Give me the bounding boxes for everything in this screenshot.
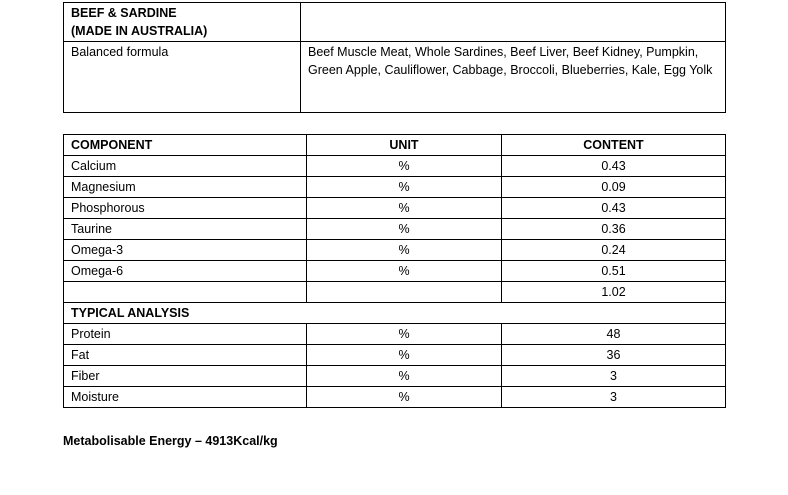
formula-label: Balanced formula [64,42,301,113]
table-row [64,240,726,261]
component-unit: % [307,261,502,282]
analysis-name: Fat [64,345,307,366]
analysis-unit: % [307,387,502,408]
component-name: Magnesium [64,177,307,198]
component-header-row [64,135,726,156]
table-row [64,219,726,240]
component-content: 0.43 [502,198,726,219]
unit-header: UNIT [307,135,502,156]
table-row [64,198,726,219]
component-content: 0.43 [502,156,726,177]
component-name: Omega-3 [64,240,307,261]
typical-analysis-title: TYPICAL ANALYSIS [64,303,726,324]
component-name: Phosphorous [64,198,307,219]
analysis-content: 3 [502,387,726,408]
analysis-unit: % [307,345,502,366]
typical-analysis-header-row [64,303,726,324]
analysis-name: Moisture [64,387,307,408]
component-table [63,134,726,408]
component-name: Omega-6 [64,261,307,282]
component-unit: % [307,156,502,177]
product-header-empty-cell [301,3,726,42]
product-formula-row [64,42,726,113]
component-header: COMPONENT [64,135,307,156]
analysis-unit: % [307,366,502,387]
component-name: Taurine [64,219,307,240]
product-name: BEEF & SARDINE [71,6,177,20]
component-unit: % [307,177,502,198]
analysis-content: 48 [502,324,726,345]
analysis-content: 3 [502,366,726,387]
analysis-name: Protein [64,324,307,345]
analysis-name: Fiber [64,366,307,387]
component-content: 0.09 [502,177,726,198]
component-content: 0.24 [502,240,726,261]
component-name: Calcium [64,156,307,177]
product-table [63,2,726,113]
metabolisable-energy: Metabolisable Energy – 4913Kcal/kg [63,434,278,448]
table-row [64,345,726,366]
analysis-unit: % [307,324,502,345]
ingredients-list: Beef Muscle Meat, Whole Sardines, Beef Liver, Beef Kidney, Pumpkin, Green Apple, Cauliflower, Cabbage, Broccoli, Blueberries, Kale, Egg Yolk [301,42,726,113]
table-row [64,324,726,345]
component-unit: % [307,198,502,219]
component-unit: % [307,219,502,240]
content-header: CONTENT [502,135,726,156]
table-row [64,156,726,177]
table-row [64,366,726,387]
product-header-row [64,3,726,42]
table-row [64,261,726,282]
component-unit [307,282,502,303]
component-content: 1.02 [502,282,726,303]
table-row [64,387,726,408]
analysis-content: 36 [502,345,726,366]
component-content: 0.51 [502,261,726,282]
product-name-cell [64,3,301,42]
table-row [64,177,726,198]
table-row [64,282,726,303]
component-name [64,282,307,303]
product-origin: (MADE IN AUSTRALIA) [71,24,208,38]
component-content: 0.36 [502,219,726,240]
component-unit: % [307,240,502,261]
